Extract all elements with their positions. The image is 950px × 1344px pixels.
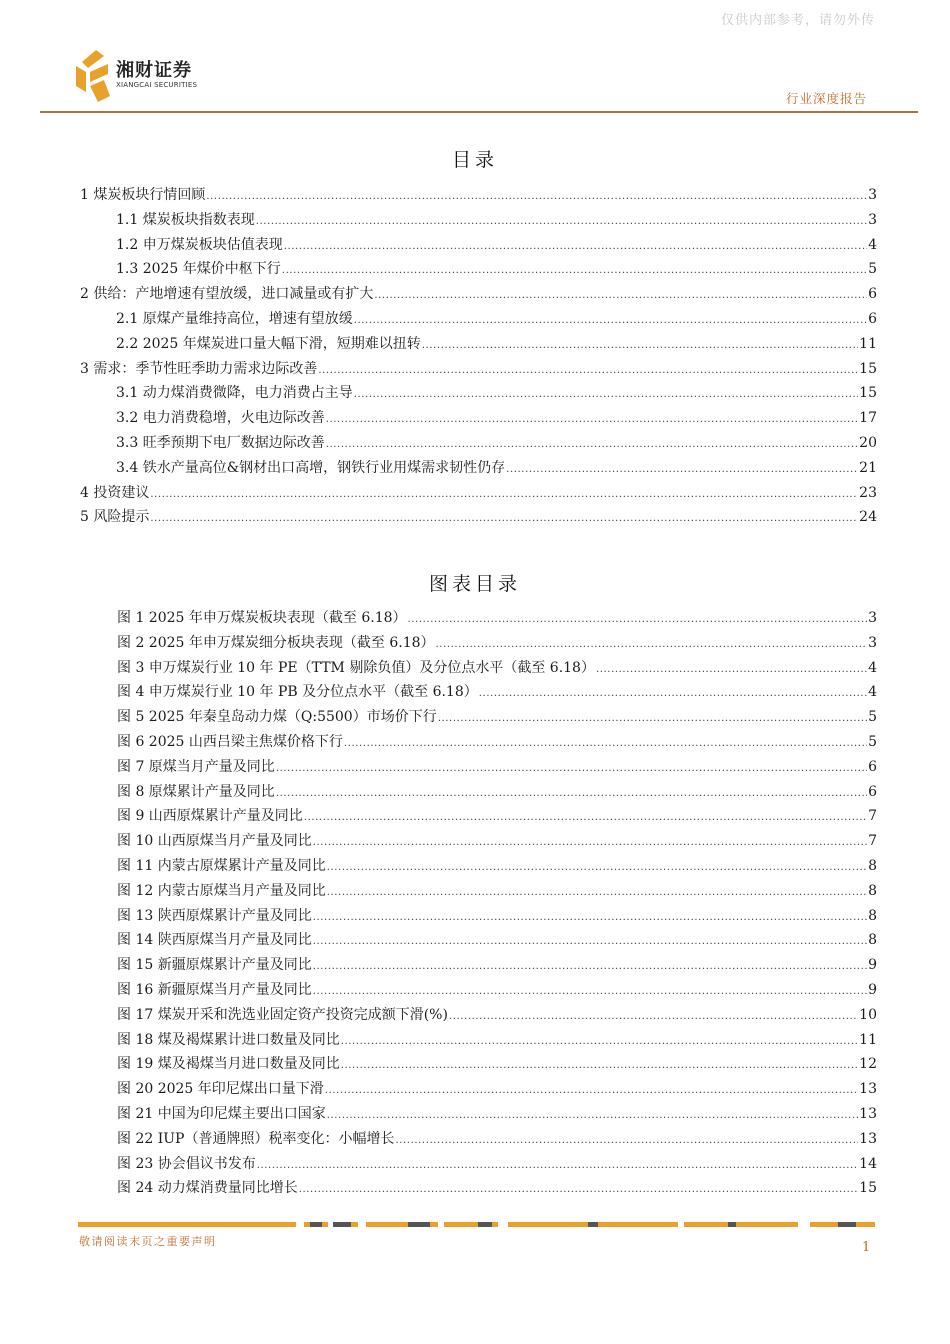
brand-name-en: XIANGCAI SECURITIES [116,81,198,89]
entry-page-number: 6 [868,783,877,800]
entry-page-number: 3 [868,211,877,228]
figure-entry[interactable] [117,730,877,755]
entry-label: 4 投资建议 [80,484,150,501]
entry-page-number: 21 [859,459,877,476]
entry-label: 3.3 旺季预期下电厂数据边际改善 [116,434,325,451]
figure-entry[interactable] [117,879,877,904]
entry-page-number: 9 [868,957,877,974]
dot-leader [276,757,867,782]
entry-label: 图 19 煤及褐煤当月进口数量及同比 [117,1056,340,1073]
entry-label: 图 9 山西原煤累计产量及同比 [117,808,303,825]
entry-label: 5 风险提示 [80,509,150,526]
entry-label: 图 16 新疆原煤当月产量及同比 [117,981,312,998]
entry-label: 图 11 内蒙古原煤累计产量及同比 [117,857,326,874]
page-number: 1 [862,1240,871,1255]
figure-entry[interactable] [117,631,877,656]
report-type-label: 行业深度报告 [785,91,867,106]
company-logo [74,48,234,104]
entry-label: 图 3 申万煤炭行业 10 年 PE（TTM 剔除负值）及分位点水平（截至 6.18） [117,659,595,676]
entry-page-number: 4 [868,659,877,676]
entry-label: 图 18 煤及褐煤累计进口数量及同比 [117,1031,340,1048]
entry-label: 图 23 协会倡议书发布 [117,1155,256,1172]
dot-leader [326,408,858,433]
toc-entry[interactable] [80,282,877,307]
entry-page-number: 3 [868,634,877,651]
figure-entry[interactable] [117,606,877,631]
footer-stripe [78,1222,875,1227]
entry-page-number: 13 [859,1081,877,1098]
entry-label: 3 需求：季节性旺季助力需求边际改善 [80,360,318,377]
dot-leader [344,732,867,757]
logo-mark-icon [74,48,112,104]
entry-page-number: 24 [859,509,877,526]
entry-page-number: 3 [868,610,877,626]
entry-label: 图 13 陕西原煤累计产量及同比 [117,907,312,924]
dot-leader [408,608,868,633]
figure-list-title: 图表目录 [428,573,521,595]
entry-page-number: 12 [859,1056,877,1073]
dot-leader [438,707,867,732]
entry-page-number: 8 [868,932,877,949]
entry-label: 3.1 动力煤消费微降，电力消费占主导 [116,385,353,402]
entry-label: 1 煤炭板块行情回顾 [80,187,206,203]
table-of-contents [80,183,877,530]
entry-page-number: 6 [868,758,877,775]
dot-leader [284,235,867,260]
figure-entry[interactable] [117,1127,877,1152]
entry-label: 图 15 新疆原煤累计产量及同比 [117,957,312,974]
entry-page-number: 14 [859,1155,877,1172]
entry-page-number: 6 [868,310,877,327]
dot-leader [596,658,867,683]
dot-leader [422,334,858,359]
figure-entry[interactable] [117,1052,877,1077]
entry-label: 图 10 山西原煤当月产量及同比 [117,833,312,850]
entry-page-number: 10 [859,1006,877,1023]
entry-page-number: 11 [859,1031,877,1048]
dot-leader [479,682,867,707]
entry-page-number: 7 [868,808,877,825]
entry-label: 图 8 原煤累计产量及同比 [117,783,275,800]
dot-leader [150,507,858,532]
figure-entry[interactable] [117,680,877,705]
dot-leader [325,1079,858,1104]
figure-entry[interactable] [117,1003,877,1028]
dot-leader [313,906,867,931]
dot-leader [299,1178,858,1203]
figure-entry[interactable] [117,1028,877,1053]
entry-page-number: 15 [859,1180,877,1197]
toc-entry[interactable] [80,481,877,506]
entry-label: 图 1 2025 年申万煤炭板块表现（截至 6.18） [117,610,407,626]
dot-leader [282,259,867,284]
entry-page-number: 13 [859,1105,877,1122]
figure-entry[interactable] [117,978,877,1003]
figure-entry[interactable] [117,1102,877,1127]
dot-leader [341,1030,858,1055]
entry-label: 3.2 电力消费稳增，火电边际改善 [116,410,325,427]
header-divider [40,111,918,113]
entry-label: 图 24 动力煤消费量同比增长 [117,1180,298,1197]
figure-entry[interactable] [117,1077,877,1102]
dot-leader [150,483,858,508]
toc-title: 目录 [451,149,498,171]
dot-leader [313,955,867,980]
confidential-watermark: 仅供内部参考，请勿外传 [720,13,875,28]
entry-label: 图 2 2025 年申万煤炭细分板块表现（截至 6.18） [117,634,435,651]
toc-entry[interactable] [80,208,877,233]
figure-entry[interactable] [117,1176,877,1201]
dot-leader [327,856,867,881]
entry-page-number: 15 [859,360,877,377]
entry-page-number: 20 [859,434,877,451]
toc-entry[interactable] [80,505,877,530]
toc-entry[interactable] [80,406,877,431]
toc-entry[interactable] [80,357,877,382]
entry-page-number: 6 [868,286,877,303]
entry-page-number: 17 [859,410,877,427]
entry-label: 3.4 铁水产量高位&钢材出口高增，钢铁行业用煤需求韧性仍存 [116,459,506,476]
dot-leader [449,1005,858,1030]
entry-page-number: 4 [868,236,877,253]
dot-leader [327,1104,858,1129]
entry-label: 图 20 2025 年印尼煤出口量下滑 [117,1081,324,1098]
figure-entry[interactable] [117,656,877,681]
figure-entry[interactable] [117,780,877,805]
figure-entry[interactable] [117,755,877,780]
dot-leader [354,383,858,408]
entry-page-number: 5 [868,733,877,750]
toc-entry[interactable] [80,456,877,481]
entry-label: 2.1 原煤产量维持高位，增速有望放缓 [116,310,353,327]
entry-label: 图 6 2025 山西吕梁主焦煤价格下行 [117,733,343,750]
figure-entry[interactable] [117,1152,877,1177]
entry-label: 图 5 2025 年秦皇岛动力煤（Q:5500）市场价下行 [117,709,437,726]
toc-entry[interactable] [80,307,877,332]
dot-leader [341,1054,858,1079]
brand-name-cn: 湘财证券 [116,60,192,81]
entry-page-number: 23 [859,484,877,501]
entry-page-number: 5 [868,261,877,278]
entry-page-number: 13 [859,1130,877,1147]
entry-label: 1.1 煤炭板块指数表现 [116,211,255,228]
toc-entry[interactable] [80,381,877,406]
figure-list [117,606,877,1201]
dot-leader [206,185,867,210]
dot-leader [256,210,867,235]
dot-leader [313,831,867,856]
entry-label: 2 供给：产地增速有望放缓，进口减量或有扩大 [80,286,374,303]
entry-label: 图 21 中国为印尼煤主要出口国家 [117,1105,326,1122]
dot-leader [395,1129,858,1154]
dot-leader [304,806,867,831]
entry-page-number: 5 [868,709,877,726]
dot-leader [326,433,858,458]
figure-entry[interactable] [117,705,877,730]
entry-page-number: 4 [868,684,877,701]
entry-label: 2.2 2025 年煤炭进口量大幅下滑，短期难以扭转 [116,335,421,352]
figure-entry[interactable] [117,829,877,854]
entry-label: 图 12 内蒙古原煤当月产量及同比 [117,882,326,899]
entry-page-number: 8 [868,857,877,874]
entry-label: 图 7 原煤当月产量及同比 [117,758,275,775]
dot-leader [327,881,867,906]
figure-entry[interactable] [117,804,877,829]
entry-label: 图 22 IUP（普通牌照）税率变化：小幅增长 [117,1130,395,1147]
entry-page-number: 8 [868,882,877,899]
entry-label: 图 17 煤炭开采和洗选业固定资产投资完成额下滑(%) [117,1006,448,1023]
entry-page-number: 9 [868,981,877,998]
dot-leader [354,309,867,334]
dot-leader [257,1154,858,1179]
figure-entry[interactable] [117,904,877,929]
entry-page-number: 15 [859,385,877,402]
entry-label: 图 14 陕西原煤当月产量及同比 [117,932,312,949]
entry-page-number: 8 [868,907,877,924]
entry-page-number: 3 [868,187,877,203]
dot-leader [436,633,868,658]
dot-leader [313,980,867,1005]
dot-leader [276,782,867,807]
dot-leader [318,359,858,384]
dot-leader [506,458,858,483]
figure-entry[interactable] [117,854,877,879]
entry-page-number: 11 [859,335,877,352]
toc-entry[interactable] [80,183,877,208]
entry-page-number: 7 [868,833,877,850]
figure-entry[interactable] [117,953,877,978]
toc-entry[interactable] [80,431,877,456]
entry-label: 图 4 申万煤炭行业 10 年 PB 及分位点水平（截至 6.18） [117,684,478,701]
entry-label: 1.2 申万煤炭板块估值表现 [116,236,283,253]
toc-entry[interactable] [80,233,877,258]
figure-entry[interactable] [117,928,877,953]
disclaimer-note: 敬请阅读末页之重要声明 [79,1235,217,1248]
toc-entry[interactable] [80,257,877,282]
dot-leader [374,284,867,309]
entry-label: 1.3 2025 年煤价中枢下行 [116,261,281,278]
toc-entry[interactable] [80,332,877,357]
dot-leader [313,930,867,955]
